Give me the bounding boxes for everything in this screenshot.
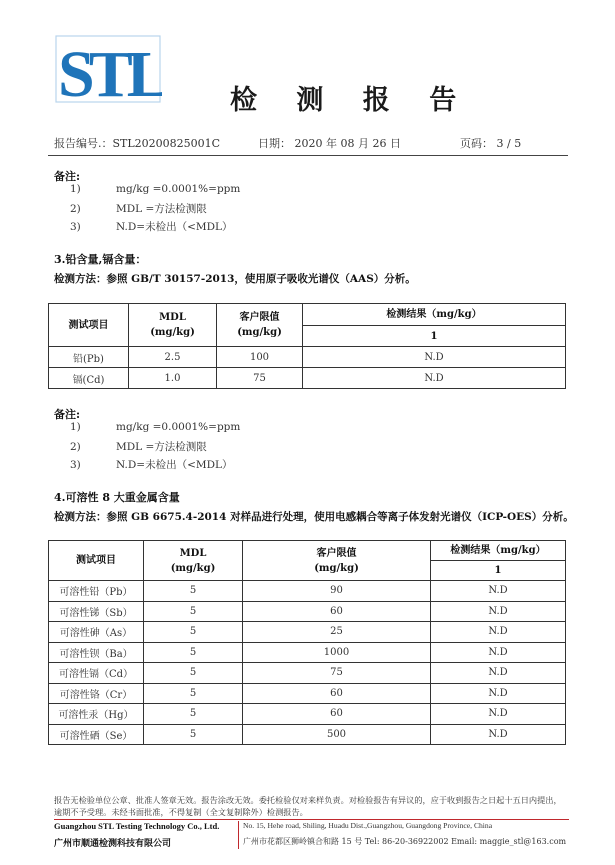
header-mdl: MDL (mg/kg) xyxy=(144,541,243,581)
table-row: 铅(Pb) 2.5 100 N.D xyxy=(49,347,566,368)
stl-logo-graphic xyxy=(54,34,162,106)
header-test-item: 测试项目 xyxy=(49,541,144,581)
note-item: 3) N.D=未检出（<MDL） xyxy=(70,459,233,471)
table-row: 可溶性铬（Cr） 5 60 N.D xyxy=(49,683,566,704)
table-row: 镉(Cd) 1.0 75 N.D xyxy=(49,368,566,389)
note-item: 3) N.D=未检出（<MDL） xyxy=(70,221,233,233)
footer-divider xyxy=(54,819,569,820)
company-name-cn: 广州市顺通检测科技有限公司 xyxy=(54,839,172,849)
company-address-en: No. 15, Hehe road, Shiling, Huadu Dist.,Guangzhou, Guangdong Province, China xyxy=(243,821,493,830)
soluble-heavy-metals-table xyxy=(48,540,566,745)
company-name-en: Guangzhou STL Testing Technology Co., Ltd. xyxy=(54,821,220,831)
note-item: 1) mg/kg =0.0001%=ppm xyxy=(70,183,241,195)
note-item: 2) MDL =方法检测限 xyxy=(70,203,207,215)
table-row: 可溶性硒（Se） 5 500 N.D xyxy=(49,724,566,745)
section-heading: 3.铅含量,镉含量： xyxy=(54,253,147,266)
test-method: 检测方法：参照 GB/T 30157-2013，使用原子吸收光谱仪（AAS）分析。 xyxy=(54,273,416,285)
header-sample-no: 1 xyxy=(303,326,566,347)
header-sample-no: 1 xyxy=(431,561,566,581)
header-test-item: 测试项目 xyxy=(49,304,129,347)
header-result: 检测结果（mg/kg） xyxy=(431,541,566,561)
table-row: 可溶性汞（Hg） 5 60 N.D xyxy=(49,704,566,725)
report-date: 日期： 2020 年 08 月 26 日 xyxy=(258,137,401,150)
header-divider xyxy=(48,155,568,156)
test-method: 检测方法：参照 GB 6675.4-2014 对样品进行处理，使用电感耦合等离子体发射光谱仪（ICP-OES）分析。 xyxy=(54,511,574,523)
note-item: 2) MDL =方法检测限 xyxy=(70,441,207,453)
header-client-limit: 客户限值 (mg/kg) xyxy=(243,541,431,581)
footer-separator xyxy=(238,821,239,849)
page-title: 检 测 报 告 xyxy=(230,85,472,116)
notes-heading: 备注: xyxy=(54,170,81,183)
footer-disclaimer: 报告无检验单位公章、批准人签章无效。报告涂改无效。委托检验仅对来样负责。对检验报告有异议的，应于收到报告之日起十五日内提出， 逾期不予受理。未经书面批准，不得复制（全文复制除外）检测报告。 xyxy=(54,795,562,817)
header-result: 检测结果（mg/kg） xyxy=(303,304,566,326)
company-logo xyxy=(54,34,162,106)
table-row: 可溶性钡（Ba） 5 1000 N.D xyxy=(49,642,566,663)
notes-heading: 备注: xyxy=(54,408,81,421)
section-heading: 4.可溶性 8 大重金属含量 xyxy=(54,491,180,504)
table-row: 可溶性锑（Sb） 5 60 N.D xyxy=(49,601,566,622)
header-client-limit: 客户限值 (mg/kg) xyxy=(217,304,303,347)
svg-text:STL: STL xyxy=(58,38,162,106)
report-number: 报告编号.：STL20200825001C xyxy=(54,137,221,150)
table-row: 可溶性铅（Pb） 5 90 N.D xyxy=(49,581,566,602)
note-item: 1) mg/kg =0.0001%=ppm xyxy=(70,421,241,433)
header-mdl: MDL (mg/kg) xyxy=(129,304,217,347)
company-address-cn: 广州市花都区狮岭镇合和路 15 号 Tel: 86-20-36922002 Email: maggie_stl@163.com xyxy=(243,837,567,846)
page-number: 页码： 3 / 5 xyxy=(460,137,522,150)
table-row: 可溶性砷（As） 5 25 N.D xyxy=(49,622,566,643)
lead-cadmium-table xyxy=(48,303,566,389)
table-row: 可溶性镉（Cd） 5 75 N.D xyxy=(49,663,566,684)
